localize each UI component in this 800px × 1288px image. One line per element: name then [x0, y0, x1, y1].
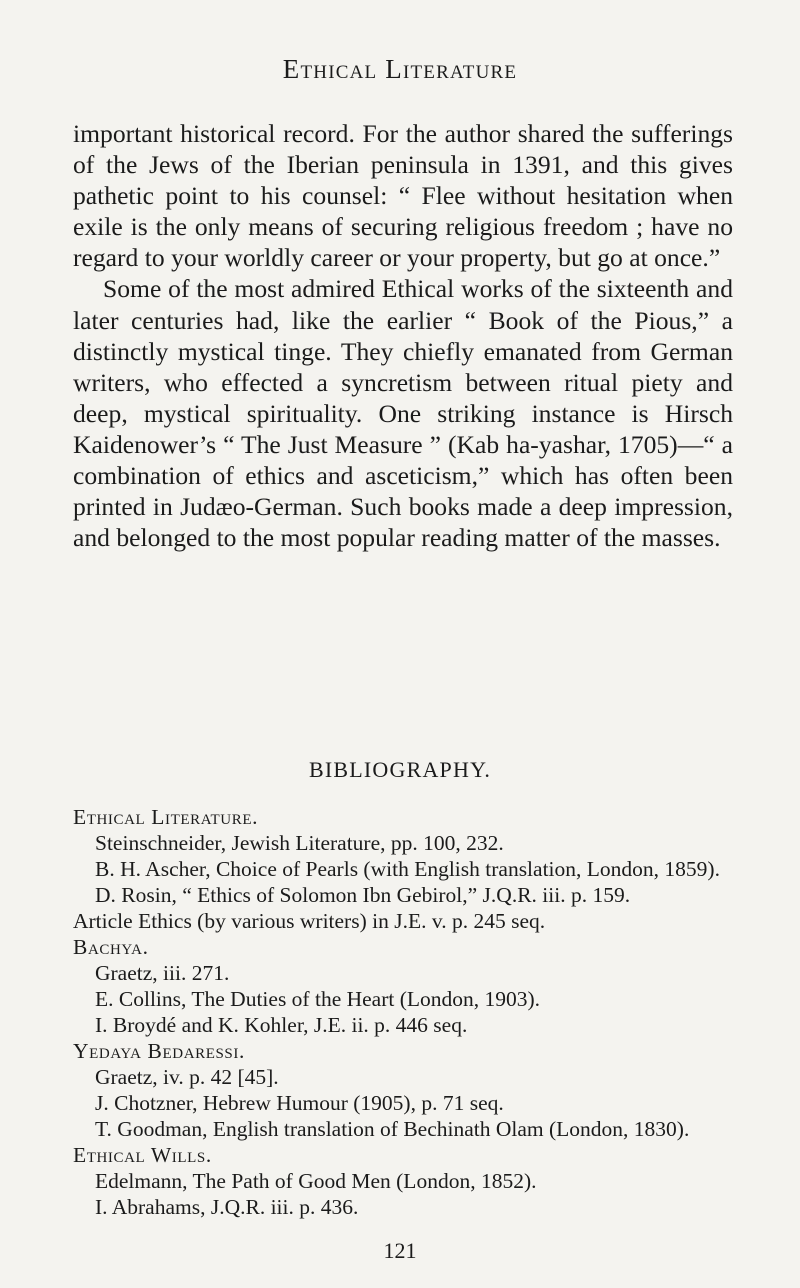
- running-head: Ethical Literature: [282, 54, 518, 84]
- bibliography-section-heading: Bachya.: [73, 935, 149, 959]
- bibliography-heading: BIBLIOGRAPHY.: [308, 757, 492, 782]
- bibliography-entry: Article Ethics (by various writers) in J.E. v. p. 245 seq.: [73, 909, 546, 933]
- bibliography-entry: T. Goodman, English translation of Bechinath Olam (London, 1830).: [95, 1117, 690, 1141]
- bibliography-entry: J. Chotzner, Hebrew Humour (1905), p. 71 seq.: [95, 1091, 504, 1115]
- bibliography-entry: E. Collins, The Duties of the Heart (London, 1903).: [95, 987, 541, 1011]
- bibliography-entry: B. H. Ascher, Choice of Pearls (with English translation, London, 1859).: [95, 857, 720, 881]
- bibliography-section-heading: Yedaya Bedaressi.: [73, 1039, 245, 1063]
- bibliography-entry: Steinschneider, Jewish Literature, pp. 100, 232.: [95, 831, 504, 855]
- bibliography-entry: I. Abrahams, J.Q.R. iii. p. 436.: [95, 1195, 359, 1219]
- bibliography-entry: D. Rosin, “ Ethics of Solomon Ibn Gebirol,” J.Q.R. iii. p. 159.: [95, 883, 631, 907]
- bibliography-entry: Graetz, iv. p. 42 [45].: [95, 1065, 279, 1089]
- bibliography-section-heading: Ethical Literature.: [73, 805, 259, 829]
- body-text: [73, 118, 733, 553]
- page-number: 121: [383, 1238, 417, 1263]
- bibliography-section-heading: Ethical Wills.: [73, 1143, 212, 1167]
- bibliography-entry: I. Broydé and K. Kohler, J.E. ii. p. 446 seq.: [95, 1013, 468, 1037]
- paragraph: Some of the most admired Ethical works of the sixteenth and later centuries had, like the earlier “ Book of the Pious,” a distinctly mystical tinge. They chiefly emanated from German writers, who effected a syncretism between ritual piety and deep, mystical spirituality. One striking instance is Hirsch Kaidenower’s “ The Just Measure ” (Kab ha-yashar, 1705)—“ a combination of ethics and asceticism,” which has often been printed in Judæo-German. Such books made a deep impression, and belonged to the most popular reading matter of the masses.: [73, 274, 733, 553]
- bibliography-list: [73, 804, 743, 1220]
- bibliography-entry: Graetz, iii. 271.: [95, 961, 230, 985]
- bibliography-entry: Edelmann, The Path of Good Men (London, 1852).: [95, 1169, 537, 1193]
- paragraph: important historical record. For the author shared the sufferings of the Jews of the Iberian peninsula in 1391, and this gives pathetic point to his counsel: “ Flee without hesitation when exile is the only means of securing religious freedom ; have no regard to your worldly career or your property, but go at once.”: [73, 119, 733, 273]
